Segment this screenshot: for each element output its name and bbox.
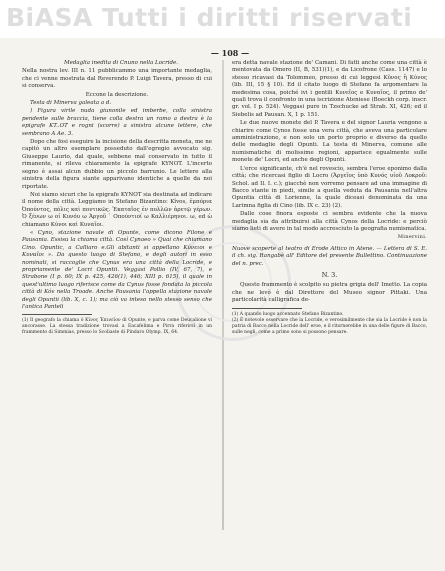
author-signature: Minervini. bbox=[397, 234, 427, 241]
paragraph: Nella nostra lev. III n. 11 pubblicammo una importante medaglia, che ci venne mostrata dal Reverendo P. Luigi Tavera, presso di cui si conserva. bbox=[22, 68, 212, 90]
paragraph: Dalle cose finora esposte ci sembra evidente che la nuova medaglia sia da attribuirsi alla città Cynos della Locride: e perciò siamo lieti di avere in tal modo accresciuto la geografia numismatica. bbox=[232, 211, 427, 232]
footnote-rule bbox=[232, 308, 302, 309]
paragraph: Questo frammento è scolpito su pietra grigia dell' Imetto. La copia che ne levò è dal Direttore del Museo signor Pittaki. Una particolarità calligrafica de- bbox=[232, 282, 427, 304]
right-column bbox=[232, 60, 427, 337]
paragraph: « Cyno, stazione navale di Opunte, come dicono Filone e Pausania. Essisu la chiama città. Così Cynaeo » Quai che chiamano Cino. Opuntic, a Calliaro e.Gli abitanti si appellano Κύνειοι e Κυναῖοι ». Da questo luogo di Stefano, e degli autori in esso nominati, si raccoglie che Cynus era una città della Locride, e propriamente de' Locri Opuntii. Veggasi Pollio (IV, 67, 7), e Strabone (I p. 60; IX p. 425, 426(1), 446; XIII p. 615), il quale in quest'ultimo luogo riferisce come da Cynus fosse fondata la piccola città di Kóv nella Troade. Anche Pausania l'appella stazione navale degli Opuntii (lib. X, c. 1); ma ciò va inteso nello stesso senso che l'antica Panteli bbox=[22, 229, 212, 310]
paragraph: L'erce significante, ch'è nel rovescio, sembra l'eroe eponimo dalla città; che ricercasi figlio di Locro (Ἀργεῖος ὑπὸ Κυνός υἱοῦ Λοκροῦ: Schol. ad Il. I. c.); giacchè non vorremo pensare ad una immagine di Bacco stante in piedi, simile a quella veduta da Pausania nell'altra Opuntia città di Lorienne, la quale diceasi denominata da una Larimna figlia di Cino (lib. IX c. 23) (2). bbox=[232, 165, 427, 209]
paragraph: ) Figura virile nuda giunonile ed imberbe, colla sinistra pendente sulle braccia, tiene colla destra un ramo a destra è la epigrafe KT..OT e rogni (scorre) a sinistra alcune lettere, che sembrano A Ae. 3. bbox=[22, 108, 212, 137]
paragraph: Dopo che fosi eseguire la incisione della descritta moneta, me ne capitò un altro esemplare posseduto dall'egregio avvocato sig. Giuseppe Laurio, dal quale, sebbene mal conservato in tutto il rimanente, si rileva chiaramente la epigrafe KYNOT. L'incerto segno è assai alcun dubbio un piccolo barrunio. Le lettere alla sinistra della figura siante apparivano identiche a quelle da noi riportate. bbox=[22, 139, 212, 190]
paragraph: Eccone la descrizione. bbox=[85, 91, 149, 98]
footnote-rule bbox=[22, 314, 92, 315]
section-heading: Nuove scoperte al teatro di Erode Attico in Atene. — Lettera di S. E. il ch. sig. Rangabè all' Editore del presente Bullettino. Continuazione del n. prec. bbox=[232, 245, 427, 267]
section-number: N. 3. bbox=[321, 270, 338, 279]
article-caption: Medaglia inedita di Cnuno nella Locride. bbox=[63, 60, 179, 66]
footnote: (2) È notevole osservare che la Locride, e verosimilmente che sia la Locride è non la patria di Bacco nella Locride dell' eroe, e il ritornerebbe in una delle figure di Bacco, sulle negli, come a primo sono si possono pensare. bbox=[232, 318, 427, 335]
paragraph: Noi siamo sicuri che la epigrafe KYNOT sia destinata ad indicare il nome della città. Leggiamo in Stefano Bizantino: Kîvos, ἐμπόρια Ὀπούντος, πόλις καὶ ποντικῶς. Ἐκαταῖος ἐν πολλῶν ἀρετῷ γέρων. Ὁ ξένων ω οἱ Κυνόυ ω Ἀργοῦ ᾽ Οπούντιοί ω Καλλιέρηνοι. ω, ed ὡ chiamano Κύνοι καὶ Κυναῖοι. bbox=[22, 191, 212, 228]
footnote: (1) A quando luogo accennato Stefano Bizantino. bbox=[232, 311, 344, 317]
banner-text: BiASA Tutti i diritti riservati bbox=[6, 3, 413, 32]
page-number: — 108 — bbox=[210, 48, 250, 58]
paragraph: era detta navale stazione de' Camani. Di fatti anche come una città è mentovata da Omero (II, B, 531)(1), e da Licofrone (Cass. 1147) e lo stesso ricavasi da Tolommeo, presso di cui leggesi Κῦνος ἢ Κύνος (lib. III, 15 § 10). Ed il citato luogo di Stefano fa argomentare la medesima cosa, poiché ivi i gentili Κυνεῖος e Κυναῖος, il primo de' quali trova il confronto in una iscrizione Ateniese (Boeckh corp. inscr. gr. vol. I p. 524). Veggasi pure in Tzschucke ad Strab. XI, 426; ed il Siebelis ad Pausan. X, 1 p. 151. bbox=[232, 60, 427, 118]
footnote: (1) Il geografo la chiama ὁ Κῖνος Ἐπινεῖον di Opunte, e parva come Deucalione vi ancorasse. La stessa tradizione trovasi a Eacafelima e Pirra riferirsi in un frammento di Simmias, presso lo Scoliaste di Pindaro Olymp. IX, 64. bbox=[22, 318, 212, 335]
watermark-banner bbox=[0, 0, 445, 38]
paragraph: Le due nuove monete del P. Tavera e del signor Lauria vengono a chiarire come Cynos fosse una vera città, che aveva una particolare amministrazione, e non solo un porto proprio e diverso da quello delle medaglie degli Opunti. La testa di Minerva, comune alle numismatiche di molissime regioni, apparisce egualmente sulle monete de' Locri, ed anche degli Opunti. bbox=[232, 120, 427, 164]
paragraph: Testa di Minerva galeata a d. bbox=[30, 100, 112, 107]
left-column bbox=[22, 60, 212, 337]
